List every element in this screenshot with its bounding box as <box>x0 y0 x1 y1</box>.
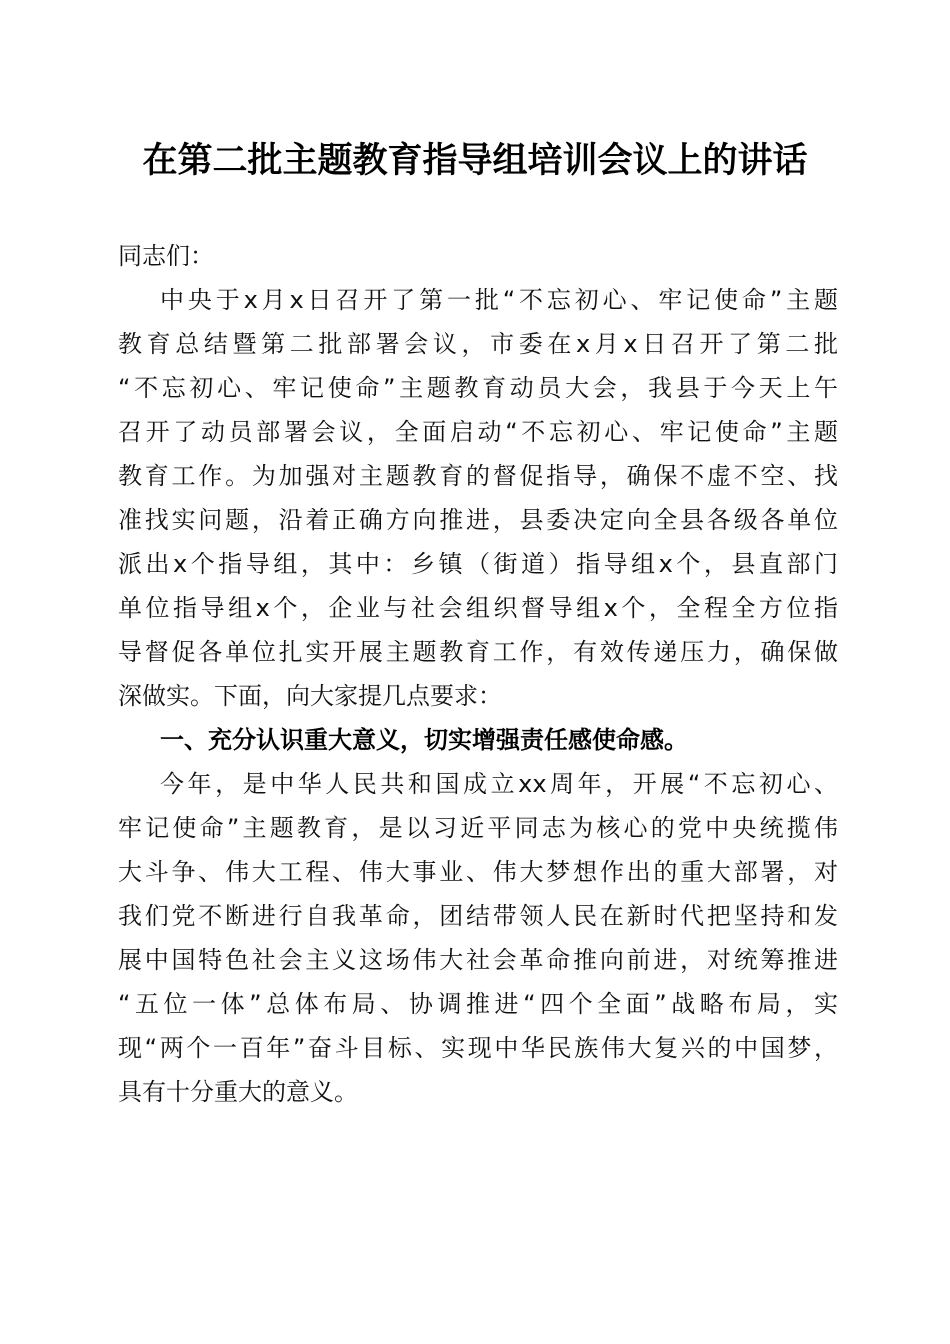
paragraph-line: 准找实问题，沿着正确方向推进，县委决定向全县各级各单位 <box>118 506 838 534</box>
paragraph-line: 导督促各单位扎实开展主题教育工作，有效传递压力，确保做 <box>118 638 838 666</box>
paragraph-line: 具有十分重大的意义。 <box>118 1078 358 1106</box>
paragraph-line: 大斗争、伟大工程、伟大事业、伟大梦想作出的重大部署，对 <box>118 858 838 886</box>
paragraph-line: “不忘初心、牢记使命”主题教育动员大会，我县于今天上午 <box>118 374 838 402</box>
paragraph-line: 单位指导组x个，企业与社会组织督导组x个，全程全方位指 <box>118 594 838 622</box>
paragraph-line: 召开了动员部署会议，全面启动“不忘初心、牢记使命”主题 <box>118 418 838 446</box>
paragraph-line: “五位一体”总体布局、协调推进“四个全面”战略布局，实 <box>118 990 838 1018</box>
paragraph-line: 教育总结暨第二批部署会议，市委在x月x日召开了第二批 <box>118 330 838 358</box>
paragraph-line: 中央于x月x日召开了第一批“不忘初心、牢记使命”主题 <box>160 286 838 314</box>
paragraph-line: 今年，是中华人民共和国成立xx周年，开展“不忘初心、 <box>160 770 838 798</box>
document-title: 在第二批主题教育指导组培训会议上的讲话 <box>142 140 808 181</box>
paragraph-line: 现“两个一百年”奋斗目标、实现中华民族伟大复兴的中国梦， <box>118 1034 838 1062</box>
paragraph-line: 展中国特色社会主义这场伟大社会革命推向前进，对统筹推进 <box>118 946 838 974</box>
paragraph-line: 深做实。下面，向大家提几点要求： <box>118 682 502 710</box>
section-heading: 一、充分认识重大意义，切实增强责任感使命感。 <box>160 726 688 754</box>
paragraph-line: 牢记使命”主题教育，是以习近平同志为核心的党中央统揽伟 <box>118 814 838 842</box>
paragraph-line: 我们党不断进行自我革命，团结带领人民在新时代把坚持和发 <box>118 902 838 930</box>
paragraph-line: 教育工作。为加强对主题教育的督促指导，确保不虚不空、找 <box>118 462 838 490</box>
paragraph-line: 派出x个指导组，其中：乡镇（街道）指导组x个，县直部门 <box>118 550 838 578</box>
salutation: 同志们： <box>118 242 214 270</box>
